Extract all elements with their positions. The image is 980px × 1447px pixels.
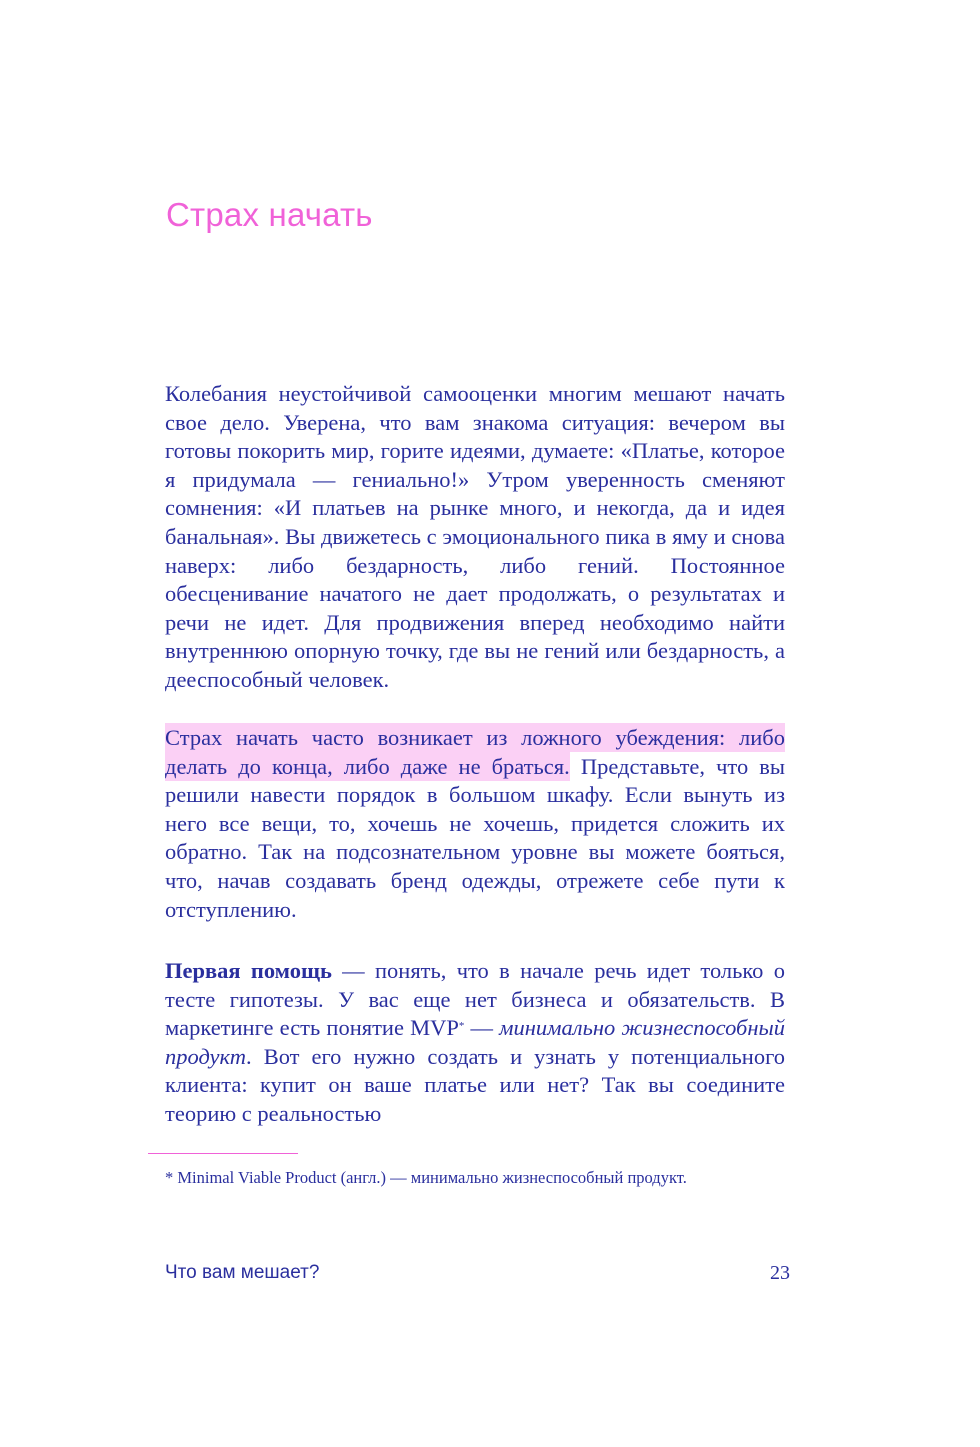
paragraph-3-text-3: . Вот его нужно создать и узнать у потенциального клиента: купит он ваше платье или нет? Так вы соедините теорию с реальностью: [165, 1043, 785, 1126]
paragraph-2-text: Представьте, что вы решили навести порядок в большом шкафу. Если вынуть из него все вещи, то, хочешь не хочешь, придется сложить их обратно. Так на подсознательном уровне вы можете бояться, что, начав создавать бренд одежды, отрежете себе пути к отступлению.: [165, 753, 785, 922]
footnote-marker: *: [458, 1020, 465, 1033]
paragraph-3-text-2: —: [464, 1015, 500, 1041]
footnote-divider: [148, 1153, 298, 1154]
first-aid-label: Первая помощь: [165, 958, 332, 983]
mvp-definition: минимально жизнеспособный продукт: [165, 1015, 786, 1069]
paragraph-3-text-1: — понять, что в начале речь идет только о тесте гипотезы. У вас еще нет бизнеса и обязательств. В маркетинге есть понятие MVP: [165, 958, 785, 1041]
chapter-title: Страх начать: [166, 196, 373, 233]
page-number: 23: [770, 1262, 790, 1284]
paragraph-3: [165, 957, 785, 1129]
highlighted-sentence: Страх начать часто возникает из ложного убеждения: либо делать до конца, либо даже не браться.: [165, 725, 785, 779]
running-footer: Что вам мешает?: [165, 1262, 320, 1283]
footnote: * Minimal Viable Product (англ.) — минимально жизнеспособный продукт.: [165, 1168, 687, 1187]
paragraph-1: Колебания неустойчивой самооценки многим мешают начать свое дело. Уверена, что вам знакома ситуация: вечером вы готовы покорить мир, горите идеями, думаете: «Платье, которое я придумала — гениально!» Утром уверенность сменяют сомнения: «И платьев на рынке много, и некогда, да и идея банальная». Вы движетесь с эмоционального пика в яму и снова наверх: либо бездарность, либо гений. Постоянное обесценивание начатого не дает продолжать, о результатах и речи не идет. Для продвижения вперед необходимо найти внутреннюю опорную точку, где вы не гений или бездарность, а дееспособный человек.: [165, 381, 785, 692]
paragraph-2: [165, 724, 785, 924]
